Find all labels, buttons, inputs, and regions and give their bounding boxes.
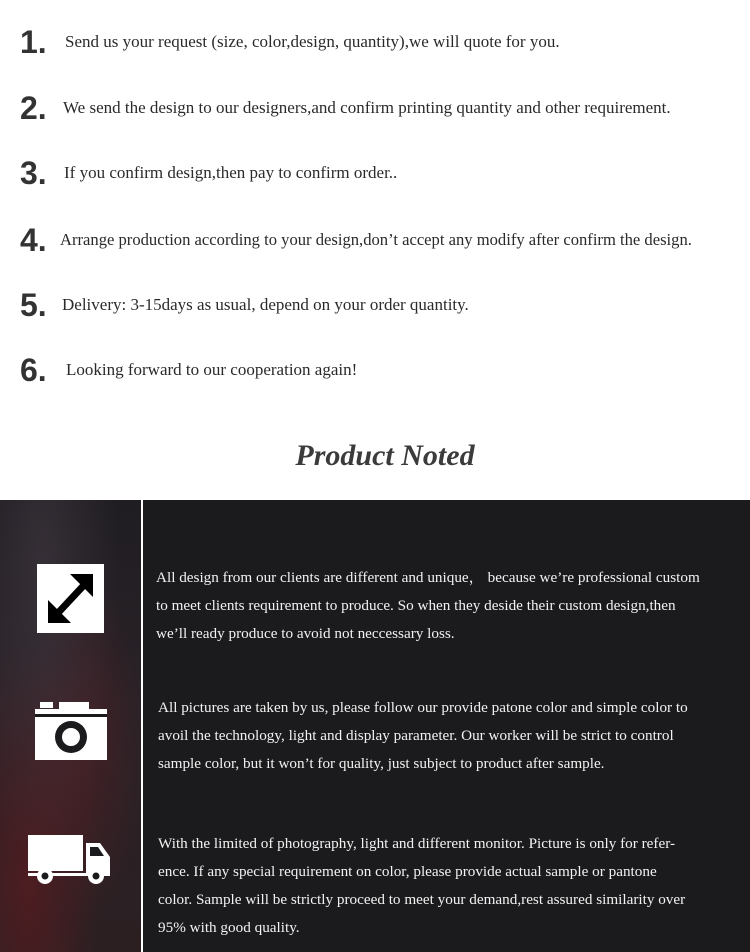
step-item <box>0 220 750 260</box>
step-text: Send us your request (size, color,design, quantity),we will quote for you. <box>65 32 560 51</box>
product-notes-panel <box>0 500 750 952</box>
note-line: we’ll ready produce to avoid not neccessary loss. <box>156 625 455 642</box>
step-item <box>0 285 750 325</box>
note-line: All pictures are taken by us, please follow our provide patone color and simple color to <box>158 699 688 716</box>
delivery-truck-icon <box>28 833 112 885</box>
note-design-unique <box>156 564 700 648</box>
step-item <box>0 350 750 390</box>
order-steps-list <box>0 0 750 420</box>
step-item <box>0 22 750 62</box>
step-text: We send the design to our designers,and confirm printing quantity and other requirement. <box>63 98 671 117</box>
note-line: sample color, but it won’t for quality, just subject to product after sample. <box>158 755 605 772</box>
note-line: ence. If any special requirement on color, please provide actual sample or pantone <box>158 863 657 880</box>
step-item <box>0 88 750 128</box>
note-line: to meet clients requirement to produce. So when they deside their custom design,then <box>156 597 676 614</box>
camera-icon <box>35 702 107 760</box>
step-text: Looking forward to our cooperation again! <box>66 360 358 379</box>
note-line: With the limited of photography, light and different monitor. Picture is only for refer- <box>158 835 676 852</box>
notes-divider <box>141 500 143 952</box>
note-line: All design from our clients are different and unique， because we’re professional custom <box>156 569 700 586</box>
note-line: avoil the technology, light and display parameter. Our worker will be strict to control <box>158 727 674 744</box>
step-number: 5. <box>20 287 47 323</box>
note-pictures-color <box>158 694 688 778</box>
section-title: Product Noted <box>295 439 475 472</box>
step-item <box>0 153 750 193</box>
note-photography-limits <box>158 830 685 942</box>
step-number: 3. <box>20 155 47 191</box>
step-text: If you confirm design,then pay to confirm order.. <box>64 163 398 182</box>
step-number: 2. <box>20 90 47 126</box>
resize-arrow-icon <box>37 564 104 633</box>
note-line: 95% with good quality. <box>158 919 300 936</box>
note-line: color. Sample will be strictly proceed to meet your demand,rest assured similarity over <box>158 891 686 908</box>
step-number: 4. <box>20 222 47 258</box>
step-number: 1. <box>20 24 47 60</box>
step-text: Delivery: 3-15days as usual, depend on your order quantity. <box>62 295 469 314</box>
step-number: 6. <box>20 352 47 388</box>
step-text: Arrange production according to your design,don’t accept any modify after confirm the design. <box>60 230 692 249</box>
